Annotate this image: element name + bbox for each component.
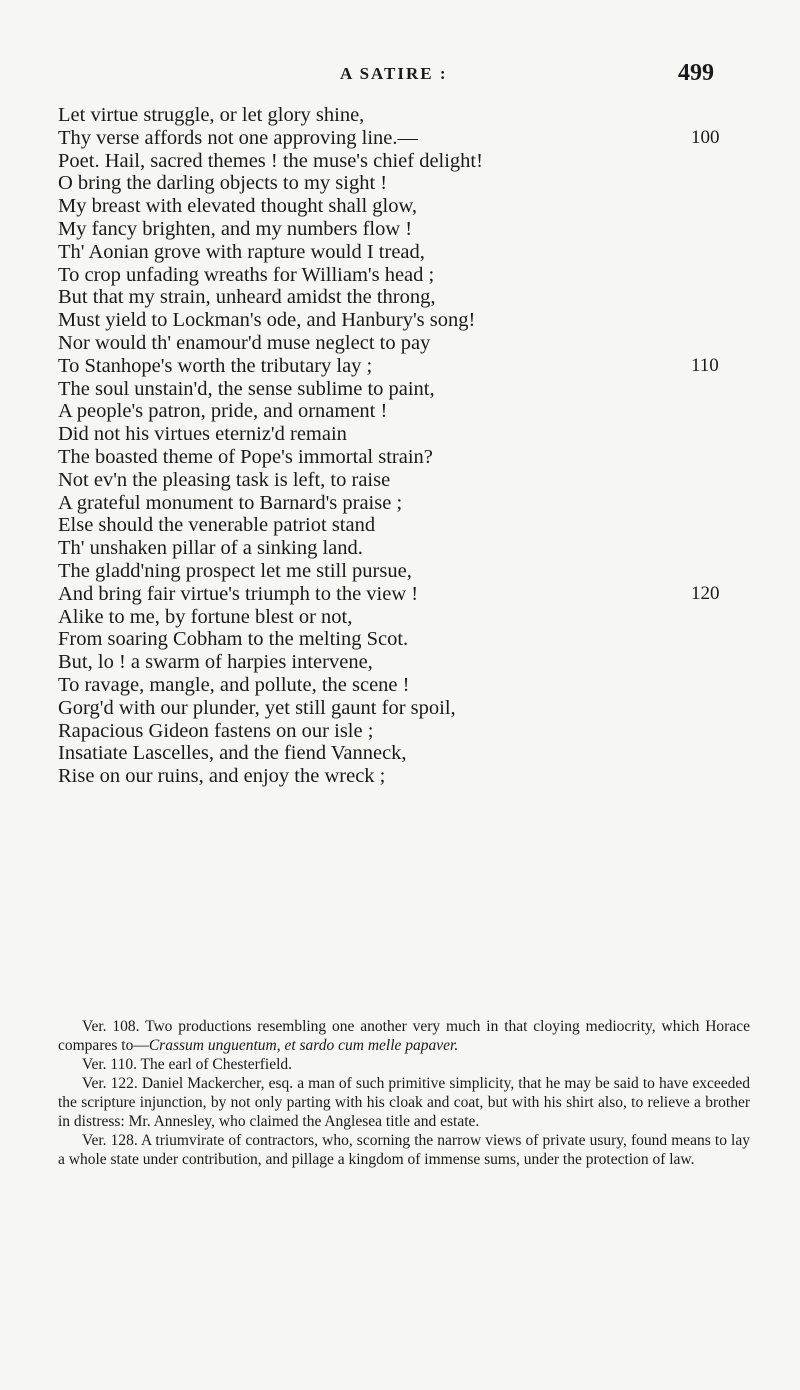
verse-text: Let virtue struggle, or let glory shine, (58, 104, 365, 126)
verse-line (58, 583, 748, 606)
verse-text: Must yield to Lockman's ode, and Hanbury's song! (58, 309, 476, 332)
verse-text: My fancy brighten, and my numbers flow ! (58, 217, 413, 240)
verse-text: Rapacious Gideon fastens on our isle ; (58, 719, 374, 742)
verse-text: Poet. Hail, sacred themes ! the muse's chief delight! (58, 149, 483, 172)
verse-text: A people's patron, pride, and ornament ! (58, 400, 388, 423)
verse-text: Rise on our ruins, and enjoy the wreck ; (58, 765, 386, 788)
verse-line (58, 172, 748, 195)
line-number: 100 (691, 126, 720, 148)
verse-line (58, 423, 748, 446)
verse-line (58, 446, 748, 469)
verse-line (58, 492, 748, 515)
verse-line (58, 606, 748, 629)
verse-line (58, 355, 748, 378)
verse-text: But that my strain, unheard amidst the throng, (58, 286, 436, 309)
verse-text: Thy verse affords not one approving line.— (58, 126, 418, 149)
verse-line (58, 720, 748, 743)
line-number: 120 (691, 582, 720, 604)
verse-line (58, 697, 748, 720)
verse-line (58, 674, 748, 697)
footnote-quotation: Crassum unguentum, et sardo cum melle papaver. (148, 1037, 459, 1054)
verse-text: Th' Aonian grove with rapture would I tread, (58, 240, 425, 263)
verse-line (58, 150, 748, 173)
footnote (58, 1074, 750, 1131)
verse-line (58, 765, 748, 788)
verse-text: From soaring Cobham to the melting Scot. (58, 628, 409, 651)
verse-line (58, 309, 748, 332)
verse-text: Gorg'd with our plunder, yet still gaunt for spoil, (58, 696, 456, 719)
verse-line (58, 195, 748, 218)
verse-text: Not ev'n the pleasing task is left, to raise (58, 468, 391, 491)
verse-line (58, 469, 748, 492)
footnote-text: Ver. 128. A triumvirate of contractors, who, scorning the narrow views of private usury, found means to lay a whole state under contribution, and pillage a kingdom of immense sums, under the protection of law. (58, 1132, 750, 1168)
poem-verse (58, 104, 748, 788)
verse-text: My breast with elevated thought shall glow, (58, 195, 418, 218)
verse-text: Insatiate Lascelles, and the fiend Vanneck, (58, 742, 407, 765)
verse-line (58, 400, 748, 423)
verse-line (58, 218, 748, 241)
verse-line (58, 104, 748, 127)
footnote-text: Ver. 110. The earl of Chesterfield. (82, 1056, 293, 1073)
verse-line (58, 378, 748, 401)
verse-text: To crop unfading wreaths for William's head ; (58, 263, 435, 286)
verse-line (58, 286, 748, 309)
running-head (0, 62, 800, 92)
verse-text: Else should the venerable patriot stand (58, 514, 376, 537)
verse-text: A grateful monument to Barnard's praise ; (58, 491, 403, 514)
running-title: A SATIRE : (340, 64, 448, 83)
verse-line (58, 264, 748, 287)
verse-line (58, 742, 748, 765)
verse-text: Nor would th' enamour'd muse neglect to pay (58, 331, 431, 354)
verse-line (58, 628, 748, 651)
verse-text: But, lo ! a swarm of harpies intervene, (58, 651, 373, 674)
verse-text: The gladd'ning prospect let me still pursue, (58, 559, 412, 582)
verse-text: To Stanhope's worth the tributary lay ; (58, 354, 373, 377)
verse-text: Alike to me, by fortune blest or not, (58, 605, 353, 628)
verse-line (58, 537, 748, 560)
verse-text: The soul unstain'd, the sense sublime to paint, (58, 377, 435, 400)
footnote (58, 1017, 750, 1055)
verse-text: Did not his virtues eterniz'd remain (58, 423, 347, 446)
verse-line (58, 241, 748, 264)
verse-text: O bring the darling objects to my sight ! (58, 172, 388, 195)
footnotes (58, 1017, 750, 1169)
verse-text: And bring fair virtue's triumph to the view ! (58, 582, 419, 605)
verse-line (58, 560, 748, 583)
verse-line (58, 332, 748, 355)
footnote-text: Ver. 122. Daniel Mackercher, esq. a man of such primitive simplicity, that he may be said to have exceeded the scripture injunction, by not only parting with his cloak and coat, but with his shirt also, to relieve a brother in distress: Mr. Annesley, who claimed the Anglesea title and estate. (58, 1075, 750, 1130)
verse-text: Th' unshaken pillar of a sinking land. (58, 537, 363, 560)
footnote (58, 1131, 750, 1169)
verse-line (58, 127, 748, 150)
footnote-text: Ver. 108. Two productions resembling one another very much in that cloying mediocrity, which Horace compares to— (58, 1018, 750, 1054)
footnote (58, 1055, 750, 1074)
verse-line (58, 514, 748, 537)
page-number: 499 (678, 60, 714, 86)
line-number: 110 (691, 354, 719, 376)
verse-line (58, 651, 748, 674)
verse-text: The boasted theme of Pope's immortal strain? (58, 445, 433, 468)
verse-text: To ravage, mangle, and pollute, the scene ! (58, 673, 410, 696)
